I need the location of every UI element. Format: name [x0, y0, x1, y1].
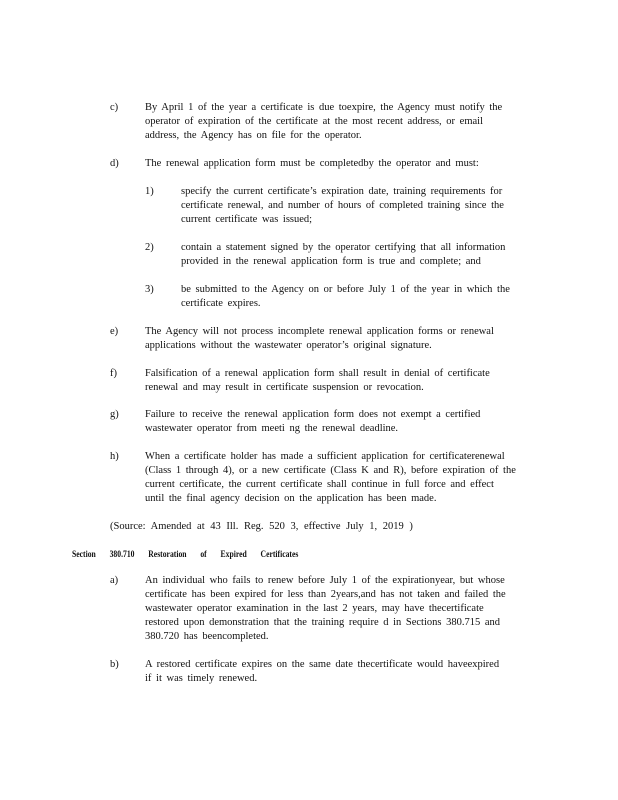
text-line: A restored certificate expires on the same date thecertificate would haveexpired	[145, 659, 500, 670]
text-line: When a certificate holder has made a sufficient application for certificaterenewal	[145, 451, 505, 462]
text-line: wastewater operator examination in the last 2 years, may have thecertificate	[145, 603, 484, 614]
subitem-text	[181, 241, 521, 269]
section-heading: Section 380.710 Restoration of Expired Certificates	[72, 549, 299, 559]
text-line: be submitted to the Agency on or before July 1 of the year in which the	[181, 284, 510, 295]
text-line: address, the Agency has on file for the operator.	[145, 130, 362, 141]
text-line: 380.720 has beencompleted.	[145, 631, 269, 642]
subitem-label: 1)	[145, 186, 154, 197]
text-line: An individual who fails to renew before July 1 of the expirationyear, but whose	[145, 575, 505, 586]
item-label: g)	[110, 409, 119, 420]
text-line: certificate expires.	[181, 298, 261, 309]
text-line: wastewater operator from meeti ng the renewal deadline.	[145, 423, 399, 434]
subitem-label: 3)	[145, 284, 154, 295]
text-line: if it was timely renewed.	[145, 673, 258, 684]
text-line: contain a statement signed by the operator certifying that all information	[181, 242, 506, 253]
item-label: f)	[110, 368, 117, 379]
text-line: The Agency will not process incomplete renewal application forms or renewal	[145, 326, 494, 337]
item-text	[145, 325, 517, 353]
text-line: renewal and may result in certificate suspension or revocation.	[145, 382, 424, 393]
item-label: d)	[110, 158, 119, 169]
item-text	[145, 574, 521, 644]
subitem-text	[181, 185, 528, 227]
item-label: e)	[110, 326, 119, 337]
item-label: a)	[110, 575, 119, 586]
text-line: Falsification of a renewal application form shall result in denial of certificate	[145, 368, 490, 379]
text-line: Failure to receive the renewal application form does not exempt a certified	[145, 409, 481, 420]
text-line: (Class 1 through 4), or a new certificate (Class K and R), before expiration of the	[145, 465, 516, 476]
text-line: specify the current certificate’s expiration date, training requirements for	[181, 186, 503, 197]
item-text	[145, 157, 521, 171]
item-text	[145, 367, 495, 395]
text-line: The renewal application form must be completedby the operator and must:	[145, 158, 479, 169]
item-text	[145, 101, 521, 143]
text-line: current certificate, the current certificate shall continue in full force and effect	[145, 479, 494, 490]
item-text	[145, 658, 517, 686]
item-label: h)	[110, 451, 119, 462]
text-line: certificate has been expired for less than 2years,and has not taken and failed the	[145, 589, 506, 600]
text-line: provided in the renewal application form is true and complete; and	[181, 256, 481, 267]
source-note: (Source: Amended at 43 Ill. Reg. 520 3, effective July 1, 2019 )	[110, 521, 413, 532]
text-line: applications without the wastewater operator’s original signature.	[145, 340, 432, 351]
subitem-text	[181, 283, 524, 311]
text-line: current certificate was issued;	[181, 214, 313, 225]
subitem-label: 2)	[145, 242, 154, 253]
item-text	[145, 408, 499, 436]
text-line: certificate renewal, and number of hours of completed training since the	[181, 200, 504, 211]
text-line: By April 1 of the year a certificate is due toexpire, the Agency must notify the	[145, 102, 503, 113]
item-label: c)	[110, 102, 119, 113]
item-text	[145, 450, 534, 506]
item-label: b)	[110, 659, 119, 670]
text-line: restored upon demonstration that the training require d in Sections 380.715 and	[145, 617, 501, 628]
text-line: until the final agency decision on the application has been made.	[145, 493, 437, 504]
text-line: operator of expiration of the certificate at the most recent address, or email	[145, 116, 483, 127]
